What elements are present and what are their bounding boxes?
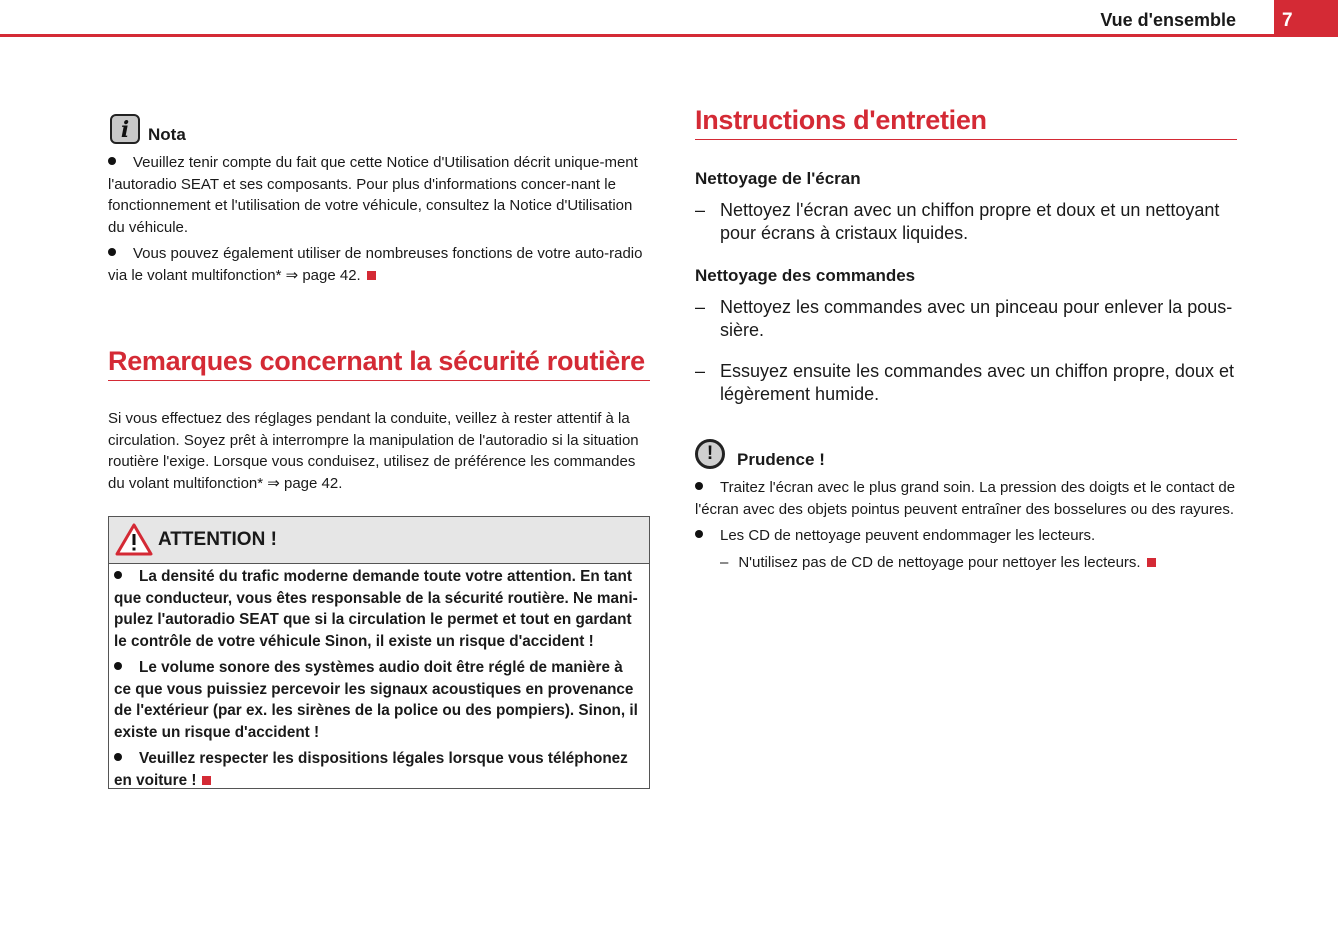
subheading-ecran: Nettoyage de l'écran [695,169,861,188]
bullet-icon [108,157,116,165]
bullet-icon [695,482,703,490]
section-title-entretien: Instructions d'entretien [695,105,1237,140]
caution-circle-icon: ! [695,439,725,469]
section-title-securite: Remarques concernant la sécurité routière [108,346,650,381]
subheading-commandes: Nettoyage des commandes [695,266,916,285]
step-item: – Nettoyez l'écran avec un chiffon propre et doux et un nettoyant pour écrans à cristaux liquides. [695,200,1220,243]
nota-list [108,152,650,286]
page-number-badge [1274,0,1338,37]
prudence-list [695,477,1237,573]
header-rule [0,34,1338,37]
bullet-icon [108,248,116,256]
end-of-section-icon [367,271,376,280]
securite-body: Si vous effectuez des réglages pendant la conduite, veillez à rester attentif à la circulation. Soyez prêt à interrompre la manipulation de l'autoradio si la situation routière l'exige. Lorsque vous conduisez, utilisez de préférence les commandes du volant multifonction* ⇒ page 42. [108,410,639,492]
prudence-label: Prudence ! [737,450,825,469]
prudence-sub-item: – N'utilisez pas de CD de nettoyage pour nettoyer les lecteurs. [695,552,1237,574]
page-number: 7 [1282,10,1293,31]
attention-item: La densité du trafic moderne demande toute votre attention. En tant que conducteur, vous êtes responsable de la sécurité routière. Ne mani-pulez l'autoradio SEAT que si la circulation le permet et tout en gardant le contrôle de votre véhicule Sinon, il existe un risque d'accident ! [114,568,638,650]
bullet-icon [114,662,122,670]
warning-triangle-icon [115,523,153,556]
end-of-section-icon [202,776,211,785]
nota-item: Veuillez tenir compte du fait que cette Notice d'Utilisation décrit unique-ment l'autoradio SEAT et ses composants. Pour plus d'informations concer-nant le fonctionnement et l'utilisation de votre véhicule, consultez la Notice d'Utilisation du véhicule. [108,154,638,236]
step-item: – Nettoyez les commandes avec un pinceau pour enlever la pous-sière. [695,297,1233,340]
bullet-icon [114,753,122,761]
prudence-item: Traitez l'écran avec le plus grand soin. La pression des doigts et le contact de l'écran avec des objets pointus peuvent entraîner des bosselures ou des rayures. [695,479,1236,518]
nota-item: Vous pouvez également utiliser de nombreuses fonctions de votre auto-radio via le volant multifonction* ⇒ page 42. [108,245,643,284]
prudence-item: Les CD de nettoyage peuvent endommager les lecteurs. [695,525,1237,547]
attention-box [108,516,650,789]
nota-header [110,114,186,144]
bullet-icon [114,571,122,579]
prudence-header [695,439,825,469]
attention-header [109,517,649,564]
attention-label: ATTENTION ! [158,529,277,550]
dash-icon: – [720,553,729,571]
nota-label: Nota [148,125,186,144]
info-icon: i [110,114,140,144]
running-header-title: Vue d'ensemble [1100,10,1236,30]
end-of-section-icon [1147,558,1156,567]
step-item: – Essuyez ensuite les commandes avec un chiffon propre, doux et légèrement humide. [695,361,1234,404]
dash-icon: – [695,361,706,381]
dash-icon: – [695,200,706,220]
attention-item: Veuillez respecter les dispositions légales lorsque vous téléphonez en voiture ! [114,750,628,789]
dash-icon: – [695,297,706,317]
attention-list [109,564,649,791]
attention-item: Le volume sonore des systèmes audio doit être réglé de manière à ce que vous puissiez percevoir les signaux acoustiques en provenance de l'extérieur (par ex. les sirènes de la police ou des pompiers). Sinon, il existe un risque d'accident ! [114,659,638,741]
bullet-icon [695,530,703,538]
